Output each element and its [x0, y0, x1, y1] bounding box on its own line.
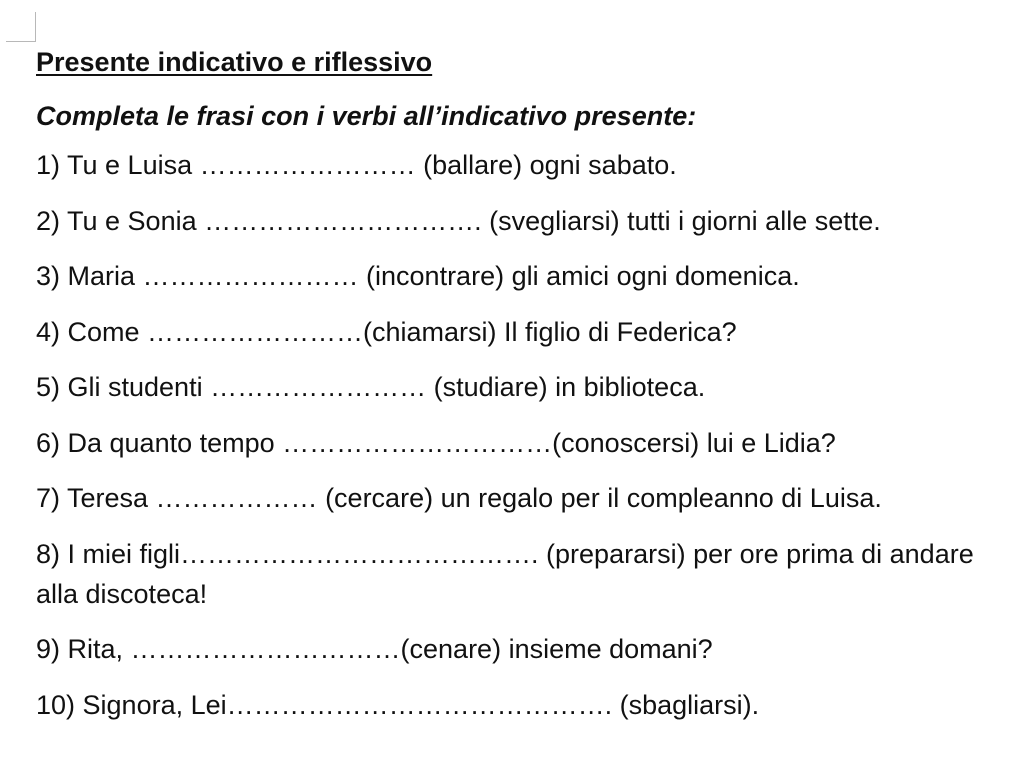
exercise-item-3: 3) Maria …………………… (incontrare) gli amici ogni domenica. — [36, 261, 800, 291]
margin-corner-mark — [6, 12, 36, 42]
exercise-item-2: 2) Tu e Sonia …………………………. (svegliarsi) tutti i giorni alle sette. — [36, 205, 881, 236]
exercise-item-4: 4) Come ……………………(chiamarsi) Il figlio di Federica? — [36, 316, 737, 347]
exercise-list — [36, 145, 1021, 725]
exercise-item-7: 7) Teresa ……………… (cercare) un regalo per il compleanno di Luisa. — [36, 483, 882, 513]
exercise-item-6: 6) Da quanto tempo …………………………(conoscersi) lui e Lidia? — [36, 427, 836, 458]
exercise-item-5: 5) Gli studenti …………………… (studiare) in biblioteca. — [36, 372, 706, 402]
exercise-item-8: 8) I miei figli…………………………………. (prepararsi) per ore prima di andare alla discoteca! — [36, 538, 974, 609]
margin-corner-horizontal-line — [6, 41, 36, 42]
document-body — [36, 38, 1021, 740]
exercise-item-9: 9) Rita, …………………………(cenare) insieme domani? — [36, 634, 713, 664]
exercise-instruction: Completa le frasi con i verbi all’indicativo presente: — [36, 101, 697, 131]
exercise-item-1: 1) Tu e Luisa …………………… (ballare) ogni sabato. — [36, 150, 677, 180]
document-title: Presente indicativo e riflessivo — [36, 47, 433, 77]
exercise-item-10: 10) Signora, Lei……………………………………. (sbagliarsi). — [36, 689, 760, 720]
